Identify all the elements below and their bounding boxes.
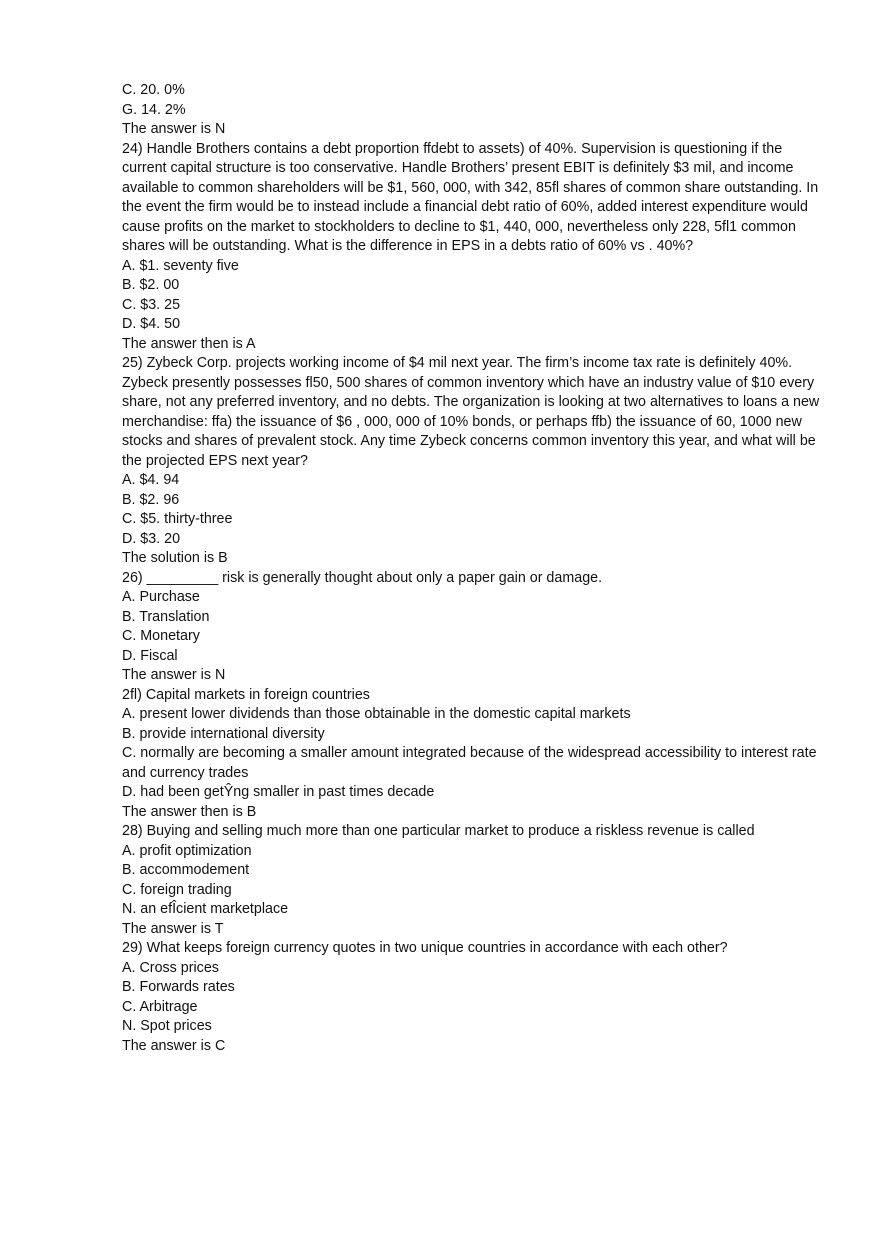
option-line: D. $3. 20: [122, 530, 181, 547]
option-line: A. $1. seventy five: [122, 257, 239, 274]
question-28: 28) Buying and selling much more than one particular market to produce a riskless revenue is called: [122, 823, 755, 839]
option-line: B. accommodement: [122, 862, 250, 878]
option-line: C. Monetary: [122, 628, 200, 644]
option-line: N. an efÎcient marketplace: [122, 901, 289, 917]
option-line: B. provide international diversity: [122, 725, 325, 742]
question-29: 29) What keeps foreign currency quotes in two unique countries in accordance with each other?: [122, 940, 728, 956]
option-line: B. $2. 00: [122, 277, 180, 293]
option-line: G. 14. 2%: [122, 101, 186, 118]
option-line: C. normally are becoming a smaller amount integrated because of the widespread accessibility to interest rate and currency trades: [122, 745, 817, 781]
option-line: D. Fiscal: [122, 647, 178, 664]
option-line: D. had been getŶng smaller in past times decade: [122, 784, 435, 800]
option-line: A. $4. 94: [122, 472, 180, 488]
answer-line: The answer is T: [122, 920, 224, 937]
option-line: A. Cross prices: [122, 959, 219, 976]
option-line: C. $3. 25: [122, 296, 181, 313]
answer-line: The answer then is A: [122, 335, 256, 352]
option-line: N. Spot prices: [122, 1018, 212, 1034]
answer-line: The answer is N: [122, 667, 226, 683]
option-line: B. $2. 96: [122, 491, 180, 508]
option-line: A. profit optimization: [122, 842, 252, 859]
answer-line: The answer is N: [122, 121, 226, 137]
option-line: A. Purchase: [122, 589, 200, 605]
question-25: 25) Zybeck Corp. projects working income of $4 mil next year. The firm’s income tax rate is definitely 40%. Zybeck presently possesses fl50, 500 shares of common inventory which have an industry value of $10 every share, not any preferred inventory, and no debts. The organization is looking at two alternatives to loans a new merchandise: ffa) the issuance of $6 , 000, 000 of 10% bonds, or perhaps ffb) the issuance of 60, 1000 new stocks and shares of prevalent stock. Any time Zybeck concerns common inventory this year, and what will be the projected EPS next year?: [122, 355, 820, 469]
option-line: D. $4. 50: [122, 316, 181, 332]
answer-line: The answer is C: [122, 1037, 226, 1054]
option-line: C. $5. thirty-three: [122, 511, 233, 527]
question-24: 24) Handle Brothers contains a debt proportion ffdebt to assets) of 40%. Supervision is questioning if the current capital structure is too conservative. Handle Brothers’ present EBIT is definitely $3 mil, and income available to common shareholders will be $1, 560, 000, with 342, 85fl shares of common share outstanding. In the event the firm would be to instead include a financial debt ratio of 60%, added interest expenditure would cause profits on the market to stockholders to decline to $1, 440, 000, nevertheless only 228, 5fl1 common shares will be outstanding. What is the difference in EPS in a debts ratio of 60% vs . 40%?: [122, 140, 819, 254]
question-26: 26) _________ risk is generally thought about only a paper gain or damage.: [122, 569, 603, 586]
question-27: 2fl) Capital markets in foreign countries: [122, 686, 370, 703]
option-line: C. foreign trading: [122, 881, 232, 898]
answer-line: The solution is B: [122, 550, 228, 566]
option-line: A. present lower dividends than those obtainable in the domestic capital markets: [122, 706, 631, 722]
option-line: C. 20. 0%: [122, 82, 185, 98]
answer-line: The answer then is B: [122, 803, 257, 820]
option-line: B. Translation: [122, 608, 210, 625]
document-body: [122, 81, 824, 1056]
option-line: C. Arbitrage: [122, 998, 198, 1015]
option-line: B. Forwards rates: [122, 979, 235, 995]
